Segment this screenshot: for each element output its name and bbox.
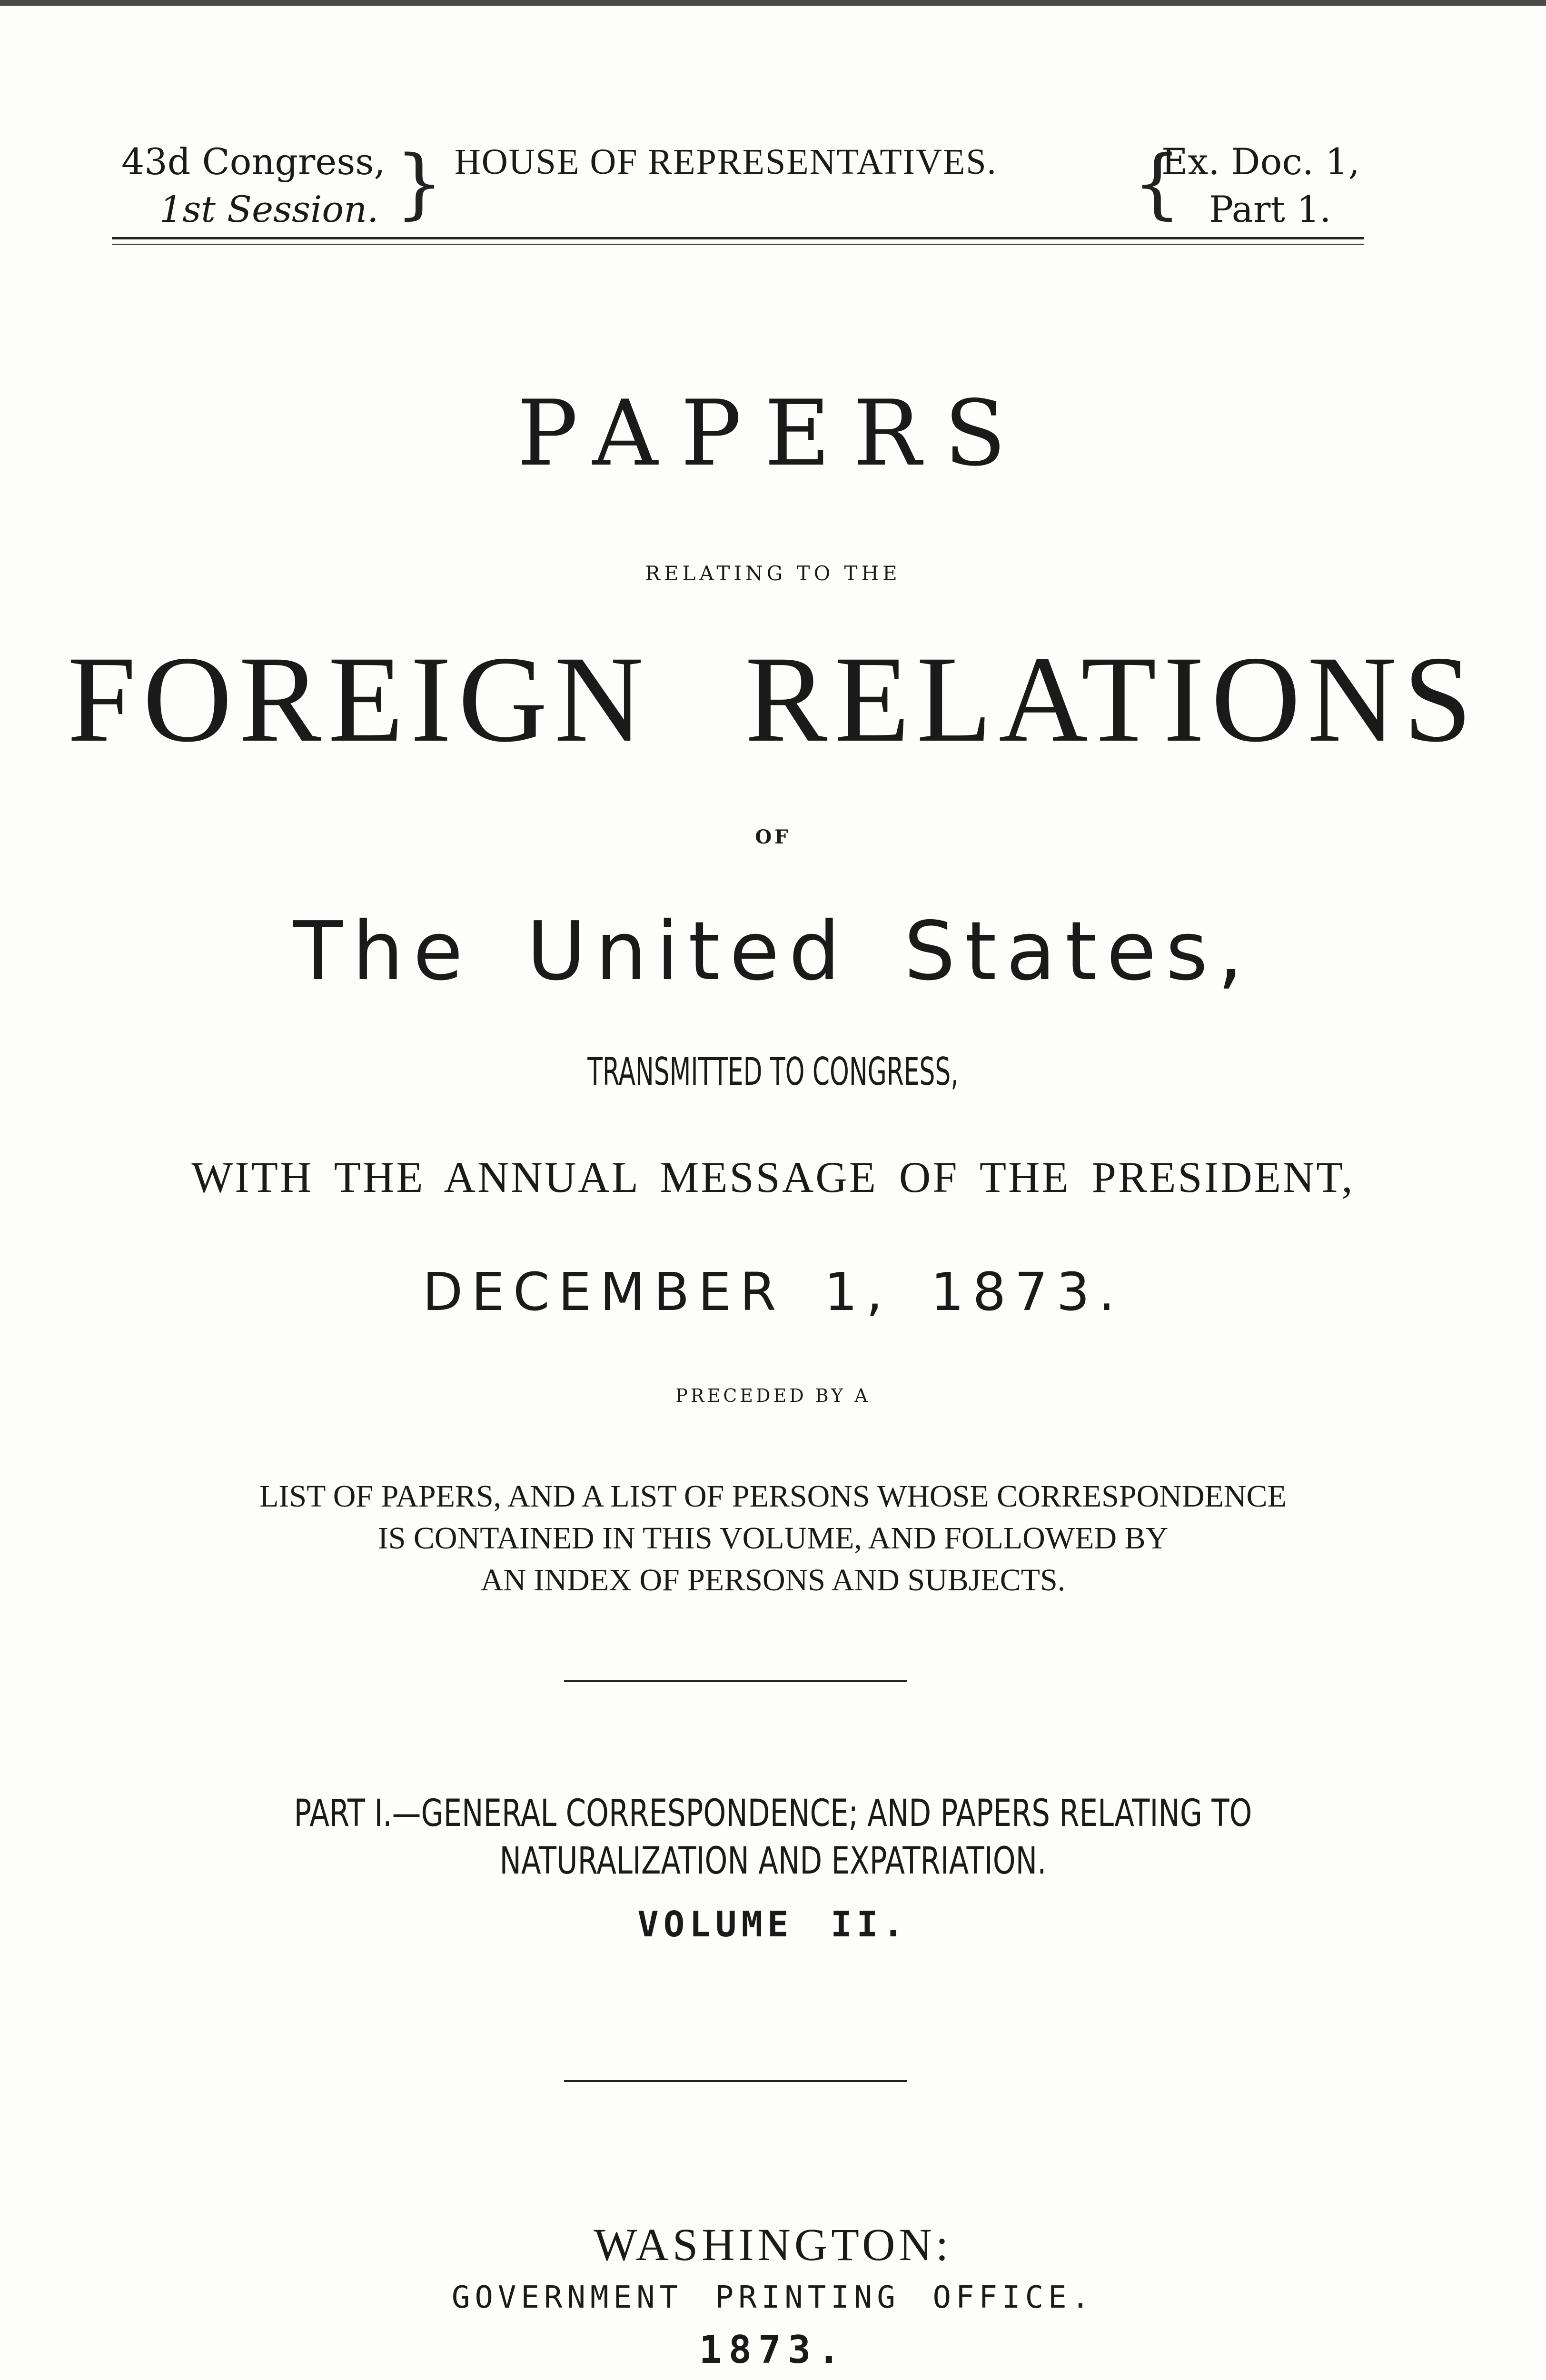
imprint-printer: GOVERNMENT PRINTING OFFICE. bbox=[451, 2280, 1095, 2315]
contents-description bbox=[0, 1476, 1546, 1601]
section-divider bbox=[564, 2080, 907, 2082]
title-date: DECEMBER 1, 1873. bbox=[422, 1261, 1124, 1322]
title-annual-message: WITH THE ANNUAL MESSAGE OF THE PRESIDENT, bbox=[191, 1153, 1355, 1201]
header-congress bbox=[121, 138, 386, 233]
imprint-year: 1873. bbox=[699, 2328, 847, 2372]
contents-line: IS CONTAINED IN THIS VOLUME, AND FOLLOWED BY bbox=[377, 1521, 1169, 1556]
title-of: OF bbox=[755, 826, 791, 848]
header-rule-thin bbox=[112, 244, 1364, 245]
part-description bbox=[170, 1790, 1376, 1885]
contents-line: AN INDEX OF PERSONS AND SUBJECTS. bbox=[480, 1563, 1066, 1597]
volume-label: VOLUME II. bbox=[637, 1904, 909, 1945]
contents-line: LIST OF PAPERS, AND A LIST OF PERSONS WHOSE CORRESPONDENCE bbox=[259, 1479, 1287, 1514]
header-left-brace: } bbox=[395, 139, 444, 228]
title-foreign-relations: FOREIGN RELATIONS bbox=[67, 631, 1479, 768]
part-line: NATURALIZATION AND EXPATRIATION. bbox=[499, 1840, 1047, 1883]
title-relating: RELATING TO THE bbox=[645, 562, 901, 585]
header-house: HOUSE OF REPRESENTATIVES. bbox=[455, 142, 997, 182]
section-divider bbox=[564, 1680, 907, 1682]
header-rule-thick bbox=[112, 237, 1364, 239]
title-preceded: PRECEDED BY A bbox=[675, 1385, 871, 1406]
header-congress-number: 43d Congress, bbox=[121, 140, 386, 183]
header-document bbox=[1161, 138, 1360, 233]
page-top-edge bbox=[0, 0, 1546, 6]
title-united-states: The United States, bbox=[293, 904, 1253, 999]
header-right-brace: { bbox=[1133, 139, 1181, 228]
part-line: PART I.—GENERAL CORRESPONDENCE; AND PAPERS RELATING TO bbox=[294, 1792, 1252, 1835]
title-papers: PAPERS bbox=[517, 381, 1029, 486]
imprint-city: WASHINGTON: bbox=[594, 2219, 952, 2270]
header-part: Part 1. bbox=[1209, 188, 1331, 230]
title-transmitted: TRANSMITTED TO CONGRESS, bbox=[587, 1050, 959, 1094]
header-doc-number: Ex. Doc. 1, bbox=[1161, 140, 1360, 183]
header-session: 1st Session. bbox=[159, 188, 379, 230]
